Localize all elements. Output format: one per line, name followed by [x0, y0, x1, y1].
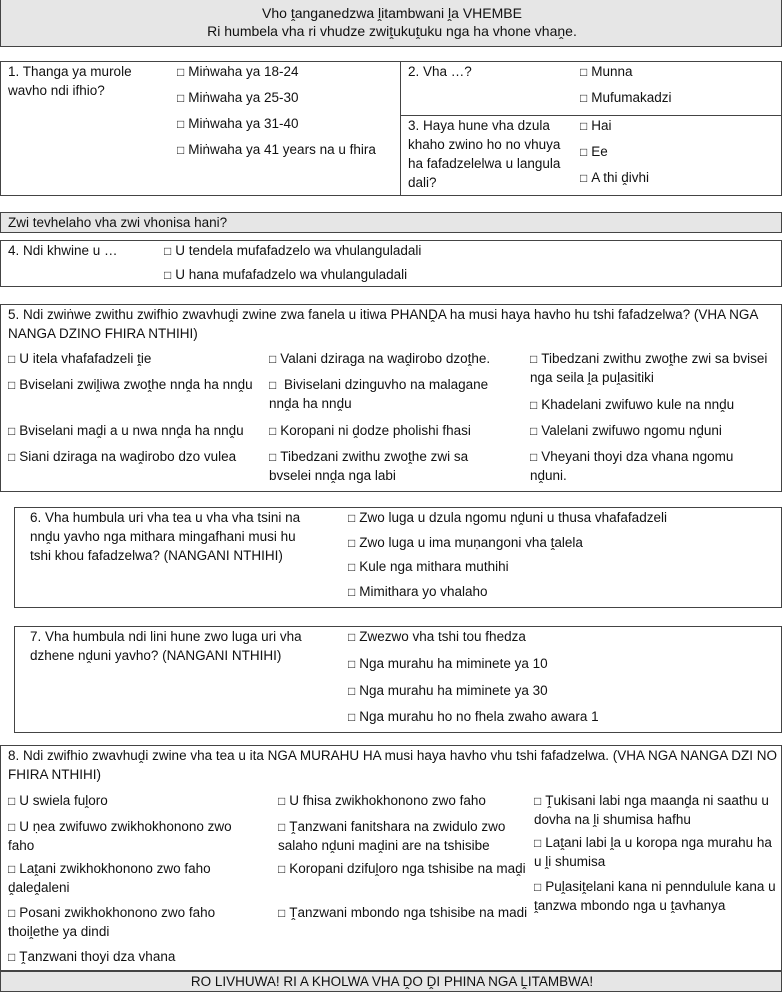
q6-option[interactable]: □ Mimithara yo vhalaho	[348, 583, 488, 602]
q8-option[interactable]: □ Ṱanzwani thoyi dza vhana	[8, 948, 258, 967]
q8-option[interactable]: □ Laṱani zwikhokhonono zwo faho ḓaleḓaleni	[8, 860, 258, 898]
q1-option[interactable]: □ Miṅwaha ya 18-24	[177, 63, 299, 82]
q5-option[interactable]: □ Koropani ni ḓodze pholishi fhasi	[269, 422, 517, 441]
section-note	[0, 212, 782, 233]
q7-option[interactable]: □ Nga murahu ha miminete ya 30	[348, 682, 548, 701]
q8-option[interactable]: □ U fhisa zwikhokhonono zwo faho	[278, 792, 528, 811]
q2-option[interactable]: □ Mufumakadzi	[580, 89, 672, 108]
footer-text: RO LIVHUWA! RI A KHOLWA VHA ḒO ḒI PHINA NGA ḼITAMBWA!	[190, 974, 594, 989]
q7-label: 7. Vha humbula ndi lini hune zwo luga uri vha dzhene nḓuni yavho? (NANGANI NTHIHI)	[30, 629, 302, 663]
q8-label: 8. Ndi zwifhio zwavhuḓi zwine vha tea u ita NGA MURAHU HA musi haya havho vhu tshi fafadzelwa. (VHA NGA NANGA DZI NO FHIRA NTHIHI)	[8, 748, 778, 782]
q3-option[interactable]: □ A thi ḓivhi	[580, 169, 649, 188]
q4-label: 4. Ndi khwine u …	[8, 243, 118, 258]
q5-option[interactable]: □ Valani dziraga na waḓirobo dzoṱhe.	[269, 350, 517, 369]
q5-option[interactable]: □ Bviselani maḓi a u nwa nnḓa ha nnḓu	[8, 422, 264, 441]
q6-label: 6. Vha humbula uri vha tea u vha vha tsini na nnḓu yavho nga mithara mingafhani musi hu tshi khou fafadzelwa? (NANGANI NTHIHI)	[30, 510, 301, 563]
q5-option[interactable]: □ Khadelani zwifuwo kule na nnḓu	[530, 396, 770, 415]
q6-option[interactable]: □ Kule nga mithara muthihi	[348, 558, 509, 577]
q1-option[interactable]: □ Miṅwaha ya 41 years na u fhira	[177, 141, 376, 160]
q8-option[interactable]: □ Puḽasiṱelani kana ni penndulule kana u ṱanzwa mbondo nga u ṱavhanya	[534, 878, 778, 916]
q7-option[interactable]: □ Zwezwo vha tshi tou fhedza	[348, 628, 526, 647]
q8-option[interactable]: □ U swiela fuḽoro	[8, 792, 258, 811]
q3-option[interactable]: □ Hai	[580, 117, 612, 136]
q7-option[interactable]: □ Nga murahu ho no fhela zwaho awara 1	[348, 708, 599, 727]
q8-option[interactable]: □ U ṇea zwifuwo zwikhokhonono zwo faho	[8, 818, 258, 856]
q2-option[interactable]: □ Munna	[580, 63, 633, 82]
q8-option[interactable]: □ Ṱanzwani fanitshara na zwidulo zwo salaho nḓuni maḓini are na tshisibe	[278, 818, 528, 856]
footer-box	[0, 971, 782, 992]
q8-option[interactable]: □ Ṱanzwani mbondo nga tshisibe na madi	[278, 904, 528, 923]
q4-option[interactable]: □ U hana mufafadzelo wa vhulanguladali	[164, 266, 407, 285]
q8-option[interactable]: □ Ṱukisani labi nga maanḓa ni saathu u dovha na ḽi shumisa hafhu	[534, 792, 778, 830]
q8-option[interactable]: □ Laṱani labi ḽa u koropa nga murahu ha u ḽi shumisa	[534, 834, 778, 872]
q5-label: 5. Ndi zwiṅwe zwithu zwifhio zwavhuḓi zwine zwa fanela u itiwa PHANḒA ha musi haya havho hu tshi fafadzelwa? (VHA NGA NANGA DZINO FHIRA NTHIHI)	[8, 307, 758, 341]
q1-option[interactable]: □ Miṅwaha ya 31-40	[177, 115, 299, 134]
q3-option[interactable]: □ Ee	[580, 143, 608, 162]
section-note-text: Zwi tevhelaho vha zwi vhonisa hani?	[8, 215, 228, 230]
q8-option[interactable]: □ Posani zwikhokhonono zwo faho thoiḽethe ya dindi	[8, 904, 258, 942]
q5-option[interactable]: □ U itela vhafafadzeli ṱie	[8, 350, 256, 369]
q4-option[interactable]: □ U tendela mufafadzelo wa vhulanguladali	[164, 242, 421, 261]
divider	[400, 61, 401, 196]
header-title: Vho ṱanganedzwa ḽitambwani ḽa VHEMBE	[262, 5, 522, 21]
q7-option[interactable]: □ Nga murahu ha miminete ya 10	[348, 655, 548, 674]
q5-option[interactable]: □ Vheyani thoyi dza vhana ngomu nḓuni.	[530, 448, 770, 486]
q5-option[interactable]: □ Valelani zwifuwo ngomu nḓuni	[530, 422, 770, 441]
divider	[400, 115, 782, 116]
q5-option[interactable]: □ Tibedzani zwithu zwoṱhe zwi sa bvselei nnḓa nga labi	[269, 448, 509, 486]
q1-label: 1. Thanga ya murole wavho ndi ifhio?	[8, 64, 132, 98]
header-box	[0, 0, 782, 47]
q8-option[interactable]: □ Koropani dzifuḽoro nga tshisibe na maḓi	[278, 860, 528, 879]
header-subtitle: Ri humbela vha ri vhudze zwiṱukuṱuku nga ha vhone vhaṋe.	[207, 23, 577, 39]
q1-option[interactable]: □ Miṅwaha ya 25-30	[177, 89, 299, 108]
q3-label: 3. Haya hune vha dzula khaho zwino ho no vhuya ha fafadzelelwa u langula dali?	[408, 118, 561, 190]
q5-option[interactable]: □ Biviselani dzinguvho na malagane nnḓa ha nnḓu	[269, 376, 509, 414]
q6-option[interactable]: □ Zwo luga u ima muṇangoni vha ṱalela	[348, 534, 583, 553]
q2-label: 2. Vha …?	[408, 64, 472, 79]
q5-option[interactable]: □ Tibedzani zwithu zwoṱhe zwi sa bvisei nga seila ḽa puḽasitiki	[530, 350, 770, 388]
q6-option[interactable]: □ Zwo luga u dzula ngomu nḓuni u thusa vhafafadzeli	[348, 509, 667, 528]
q5-option[interactable]: □ Bviselani zwiḽiwa zwoṱhe nnḓa ha nnḓu	[8, 376, 256, 395]
q5-option[interactable]: □ Siani dziraga na waḓirobo dzo vulea	[8, 448, 256, 467]
